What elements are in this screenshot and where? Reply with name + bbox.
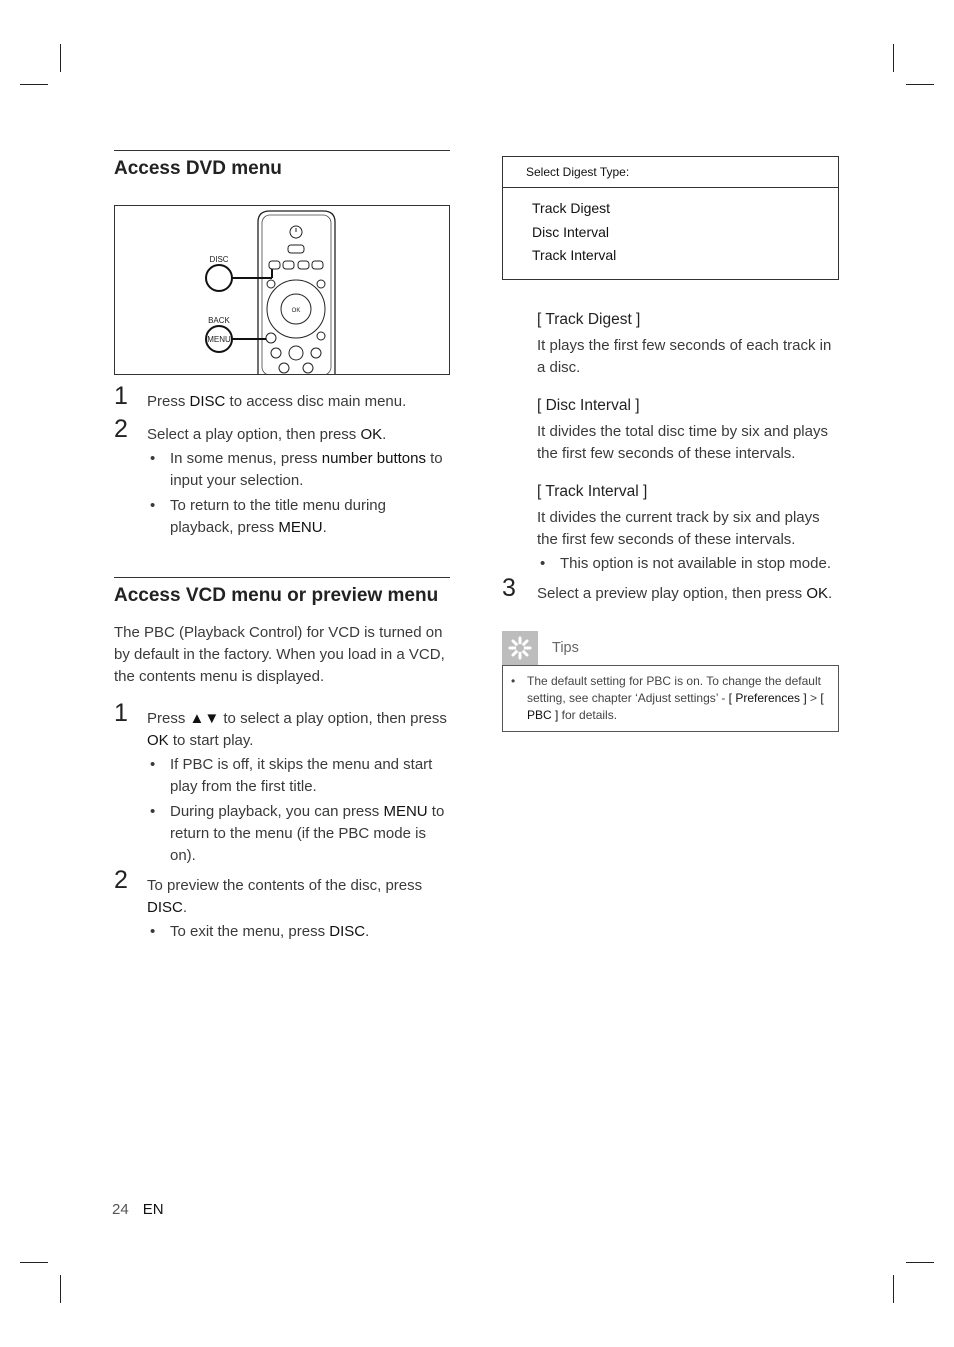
option-description: It divides the current track by six and plays the first few seconds of these intervals. <box>537 509 820 548</box>
option-bullets <box>537 553 842 575</box>
crop-mark <box>906 1262 934 1263</box>
list-item: • This option is not available in stop mode. <box>537 553 842 575</box>
dvd-section-title: Access DVD menu <box>114 158 282 179</box>
crop-mark <box>893 1275 894 1303</box>
list-item: • During playback, you can press MENU to return to the menu (if the PBC mode is on). <box>147 801 450 867</box>
keyword: OK <box>360 426 383 443</box>
vcd-step-2-bullets <box>147 921 450 943</box>
option-disc-interval <box>502 395 842 465</box>
vcd-step-1-bullets <box>147 754 450 867</box>
step-number: 1 <box>114 382 128 410</box>
disc-callout-label: DISC <box>209 255 229 264</box>
crop-mark <box>60 44 61 72</box>
option-title: [ Track Digest ] <box>537 311 641 328</box>
dvd-step-2 <box>114 415 450 539</box>
ok-key-label: OK <box>291 308 301 314</box>
option-description: It divides the total disc time by six and plays the first few seconds of these intervals. <box>537 423 828 462</box>
tips-label: Tips <box>552 640 579 656</box>
page-number: 24 <box>112 1201 129 1218</box>
list-item: • If PBC is off, it skips the menu and start play from the first title. <box>147 754 450 798</box>
page-footer <box>112 1201 164 1218</box>
digest-option-track-interval: Track Interval <box>532 247 617 263</box>
arrow-keys-icon: ▲▼ <box>189 710 220 727</box>
tips-panel <box>502 631 839 732</box>
option-track-digest <box>502 309 842 379</box>
step-text: Select a play option, then press <box>147 426 361 443</box>
digest-option-disc-interval: Disc Interval <box>532 223 610 240</box>
vcd-step-2: 2 To preview the contents of the disc, press DISC. • To exit the menu, press DISC. <box>114 875 450 943</box>
back-callout-label: BACK <box>208 316 230 325</box>
menu-callout-label: MENU <box>207 335 231 344</box>
dvd-step-1 <box>114 382 450 413</box>
crop-mark <box>906 84 934 85</box>
vcd-intro: The PBC (Playback Control) for VCD is turned on by default in the factory. When you load in a VCD, the contents menu is displayed. <box>114 624 445 685</box>
section-rule <box>114 150 450 151</box>
remote-illustration <box>114 205 450 375</box>
step-number: 3 <box>502 574 516 602</box>
crop-mark <box>20 84 48 85</box>
crop-mark <box>20 1262 48 1263</box>
vcd-step-1: 1 Press ▲▼ to select a play option, then press OK to start play. • If PBC is off, it skips the menu and start play from the first title. • During playback, you can press MENU to return to the menu (if the PBC mode is on). <box>114 708 450 867</box>
list-item: • To exit the menu, press DISC. <box>147 921 450 943</box>
step-number: 2 <box>114 866 128 894</box>
remote-control-icon <box>115 206 450 374</box>
step-text: to access disc main menu. <box>225 393 407 410</box>
crop-mark <box>893 44 894 72</box>
step-number: 2 <box>114 415 128 443</box>
list-item: • To return to the title menu during playback, press MENU. <box>147 495 450 539</box>
tip-text: • The default setting for PBC is on. To change the default setting, see chapter ‘Adjust settings’ - [ Preferences ] > [ PBC ] for details. <box>527 673 828 724</box>
option-description: It plays the first few seconds of each track in a disc. <box>537 337 832 376</box>
keyword: DISC <box>189 393 226 410</box>
option-track-interval <box>502 481 842 575</box>
step-number: 1 <box>114 699 128 727</box>
option-title: [ Disc Interval ] <box>537 397 640 414</box>
digest-option-track-digest: Track Digest <box>532 200 611 216</box>
vcd-section-title: Access VCD menu or preview menu <box>114 585 439 606</box>
option-title: [ Track Interval ] <box>537 483 648 500</box>
digest-menu-screen <box>502 156 839 280</box>
digest-menu-header: Select Digest Type: <box>503 157 838 188</box>
tips-icon <box>502 631 538 665</box>
left-column <box>114 150 450 946</box>
list-item: • In some menus, press number buttons to input your selection. <box>147 448 450 492</box>
step-text: . <box>382 426 387 443</box>
section-rule <box>114 577 450 578</box>
language-code: EN <box>142 1201 164 1218</box>
digest-menu-list <box>503 188 838 268</box>
tips-content <box>502 665 839 732</box>
crop-mark <box>60 1275 61 1303</box>
right-column <box>502 156 842 732</box>
step-text: Press <box>147 393 190 410</box>
dvd-step-2-bullets <box>147 448 450 539</box>
step-3: 3 Select a preview play option, then press OK. <box>502 574 833 602</box>
